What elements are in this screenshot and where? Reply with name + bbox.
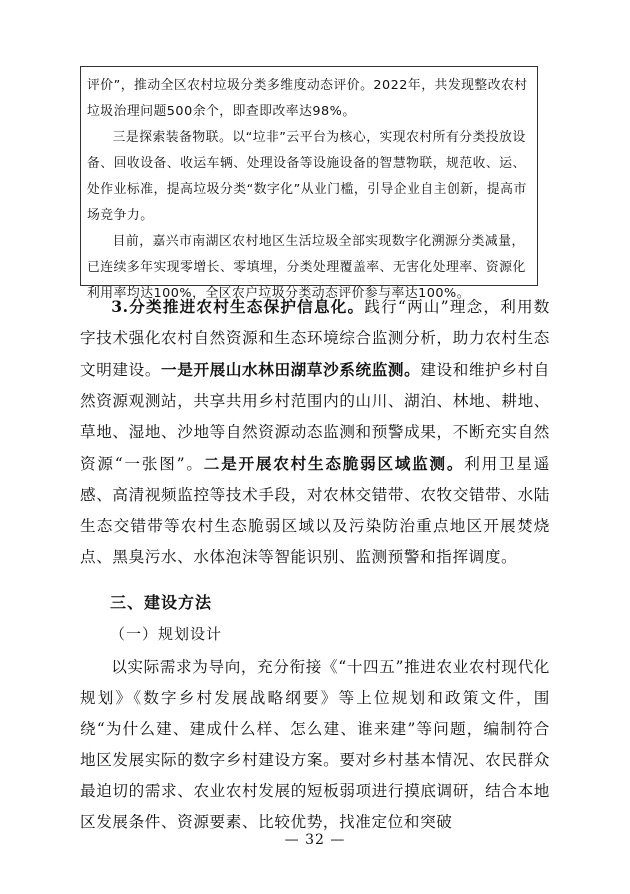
section-title: 三、建设方法 bbox=[110, 593, 213, 612]
section-3-block bbox=[80, 291, 550, 573]
page-number: — 32 — bbox=[284, 832, 346, 848]
case-paragraph-2: 三是探索装备物联。以“垃非”云平台为核心，实现农村所有分类投放设备、回收设备、收运车辆、处理设备等设施设备的智慧物联，规范收、运、处作业标准，提高垃圾分类“数字化”从业门槛，引导企业自主创新，提高市场竞争力。 bbox=[87, 130, 527, 223]
subsection-title: （一）规划设计 bbox=[110, 625, 223, 643]
section-3-intro: 践行“两山”理念，利用数字技术强化农村自然资源和生态环境综合监测分析，助力农村生态文明建设。 bbox=[80, 298, 550, 379]
point-2-title: 二是开展农村生态脆弱区域监测。 bbox=[203, 454, 465, 473]
point-1-text: 建设和维护乡村自然资源观测站，共享共用乡村范围内的山川、湖泊、林地、耕地、草地、湿地、沙地等自然资源动态监测和预警成果，不断充实自然资源“一张图”。 bbox=[80, 361, 550, 473]
point-2-text: 利用卫星遥感、高清视频监控等技术手段，对农林交错带、农牧交错带、水陆生态交错带等农村生态脆弱区域以及污染防治重点地区开展焚烧点、黑臭污水、水体泡沫等智能识别、监测预警和指挥调度。 bbox=[80, 455, 550, 566]
section-3-paragraph bbox=[80, 291, 550, 573]
case-paragraph-1: 评价”，推动全区农村垃圾分类多维度动态评价。2022年，共发现整改农村垃圾治理问题500余个，即查即改率达98%。 bbox=[87, 78, 528, 119]
planning-block bbox=[80, 652, 550, 838]
point-1-title: 一是开展山水林田湖草沙系统监测。 bbox=[161, 360, 421, 379]
planning-paragraph: 以实际需求为导向，充分衔接《“十四五”推进农业农村现代化规划》《数字乡村发展战略纲要》等上位规划和政策文件，围绕“为什么建、建成什么样、怎么建、谁来建”等问题，编制符合地区发展实际的数字乡村建设方案。要对乡村基本情况、农民群众最迫切的需求、农业农村发展的短板弱项进行摸底调研，结合本地区发展条件、资源要素、比较优势，找准定位和突破 bbox=[80, 658, 550, 831]
section-3-heading: 3.分类推进农村生态保护信息化。 bbox=[111, 297, 365, 316]
case-paragraph-3: 目前，嘉兴市南湖区农村地区生活垃圾全部实现数字化溯源分类减量，已连续多年实现零增长、零填埋，分类处理覆盖率、无害化处理率、资源化利用率均达100%，全区农户垃圾分类动态评价参与率达100%。 bbox=[87, 234, 526, 301]
case-study-box bbox=[80, 66, 538, 301]
